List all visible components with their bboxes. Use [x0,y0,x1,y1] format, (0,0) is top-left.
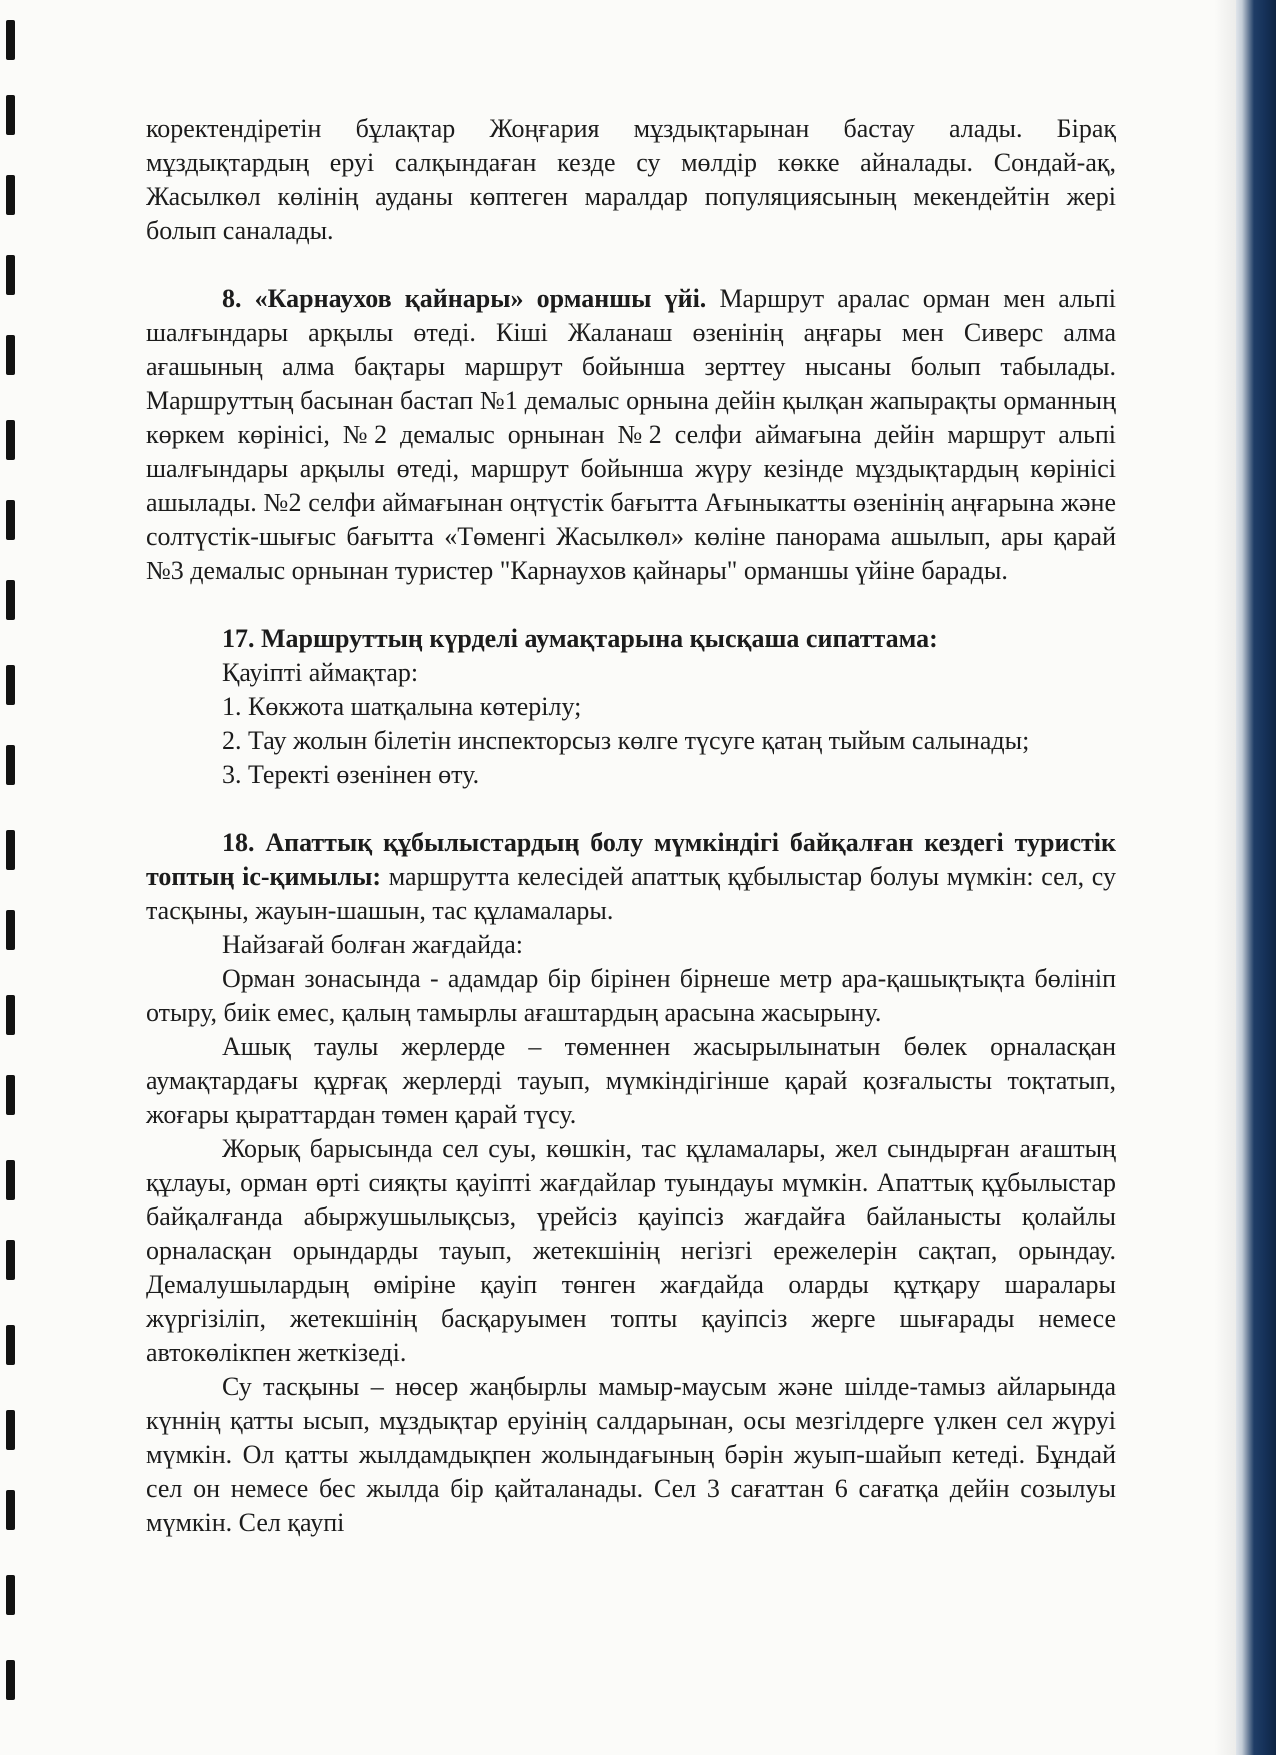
paragraph-intro [146,112,1116,248]
section-17-heading: 17. Маршруттың күрделі аумақтарына қысқаша сипаттама: [222,624,938,653]
page-shadow [1214,0,1236,1755]
section-17-subheading: Қауіпті аймақтар: [222,658,419,687]
binding-hole [6,1325,15,1365]
binding-hole [6,910,15,950]
section-8-heading: 8. «Карнаухов қайнары» орманшы үйі. [222,284,707,313]
binding-spine [1236,0,1276,1755]
paragraph-open-terrain: Ашық таулы жерлерде – төменнен жасырылынатын бөлек орналасқан аумақтардағы құрғақ жерлерді тауып, мүмкіндігінше қарай қозғалысты тоқтатып, жоғары қыраттардан төмен қарай түсу. [146,1032,1116,1129]
binding-hole [6,500,15,540]
binding-hole [6,1240,15,1280]
binding-hole [6,995,15,1035]
binding-hole [6,1160,15,1200]
binding-hole [6,95,15,135]
binding-hole [6,580,15,620]
binding-hole [6,1660,15,1700]
section-18-text: маршрутта келесідей апаттық құбылыстар болуы мүмкін: сел, су тасқыны, жауын-шашын, тас құламалары. [146,862,1117,925]
binding-hole [6,1410,15,1450]
binding-hole [6,830,15,870]
section-8-text: Маршрут аралас орман мен альпі шалғындары арқылы өтеді. Кіші Жаланаш өзенінің аңғары мен Сиверс алма ағашының алма бақтары маршрут бойынша зерттеу нысаны болып табылады. Маршруттың басынан бастап №1 демалыс орнына дейін қылқан жапырақты орманның көркем көрінісі, №2 демалыс орнынан №2 селфи аймағына дейін маршрут альпі шалғындары арқылы өтеді, маршрут бойынша жүру кезінде мұздықтардың көрінісі ашылады. №2 селфи аймағынан оңтүстік бағытта Ағыныкатты өзенінің аңғарына және солтүстік-шығыс бағытта «Төменгі Жасылкөл» көліне панорама ашылып, ары қарай №3 демалыс орнынан туристер "Карнаухов қайнары" орманшы үйіне барады. [146,284,1117,585]
binding-hole [6,20,15,60]
paragraph-hike: Жорық барысында сел суы, көшкін, тас құламалары, жел сындырған ағаштың құлауы, орман өрті сияқты қауіпті жағдайлар туындауы мүмкін. Апаттық құбылыстар байқалғанда абыржушылықсыз, үрейсіз қауіпсіз жағдайға байланысты қолайлы орналасқан орындарды тауып, жетекшінің негізгі ережелерін сақтап, орындау. Демалушылардың өміріне қауіп төнген жағдайда оларды құтқару шаралары жүргізіліп, жетекшінің басқаруымен топты қауіпсіз жерге шығарады немесе автокөлікпен жеткізеді. [146,1134,1116,1367]
list-item: 2. Тау жолын білетін инспекторсыз көлге түсуге қатаң тыйым салынады; [222,726,1030,755]
section-8 [146,282,1116,588]
binding-hole [6,665,15,705]
document-body [146,112,1116,1540]
paragraph-text: коректендіретін бұлақтар Жоңғария мұздықтарынан бастау алады. Бірақ мұздықтардың еруі салқындаған кезде су мөлдір көкке айналады. Сондай-ақ, Жасылкөл көлінің ауданы көптеген маралдар популяциясының мекендейтін жері болып саналады. [146,114,1116,245]
binding-hole [6,175,15,215]
binding-hole [6,255,15,295]
section-18 [146,826,1116,928]
paragraph-forest: Орман зонасында - адамдар бір бірінен бірнеше метр ара-қашықтықта бөлініп отыру, биік емес, қалың тамырлы ағаштардың арасына жасырыну. [146,964,1116,1027]
list-item: 1. Көкжота шатқалына көтерілу; [222,692,582,721]
binding-hole [6,1575,15,1615]
binding-holes [6,0,20,1755]
binding-hole [6,1490,15,1530]
binding-hole [6,420,15,460]
paragraph-lightning-title: Найзағай болған жағдайда: [222,930,523,959]
binding-hole [6,745,15,785]
binding-hole [6,1075,15,1115]
section-18-heading: 18. Апаттық құбылыстардың болу мүмкіндігі байқалған кездегі туристік топтың іс-қимылы: [146,828,1116,891]
paragraph-flood: Су тасқыны – нөсер жаңбырлы мамыр-маусым және шілде-тамыз айларында күннің қатты ысып, мұздықтар еруінің салдарынан, осы мезгілдерге үлкен сел жүруі мүмкін. Ол қатты жылдамдықпен жолындағының бәрін жуып-шайып кетеді. Бұндай сел он немесе бес жылда бір қайталанады. Сел 3 сағаттан 6 сағатқа дейін созылуы мүмкін. Сел қаупі [146,1372,1116,1537]
list-item: 3. Теректі өзенінен өту. [222,760,480,789]
binding-hole [6,335,15,375]
